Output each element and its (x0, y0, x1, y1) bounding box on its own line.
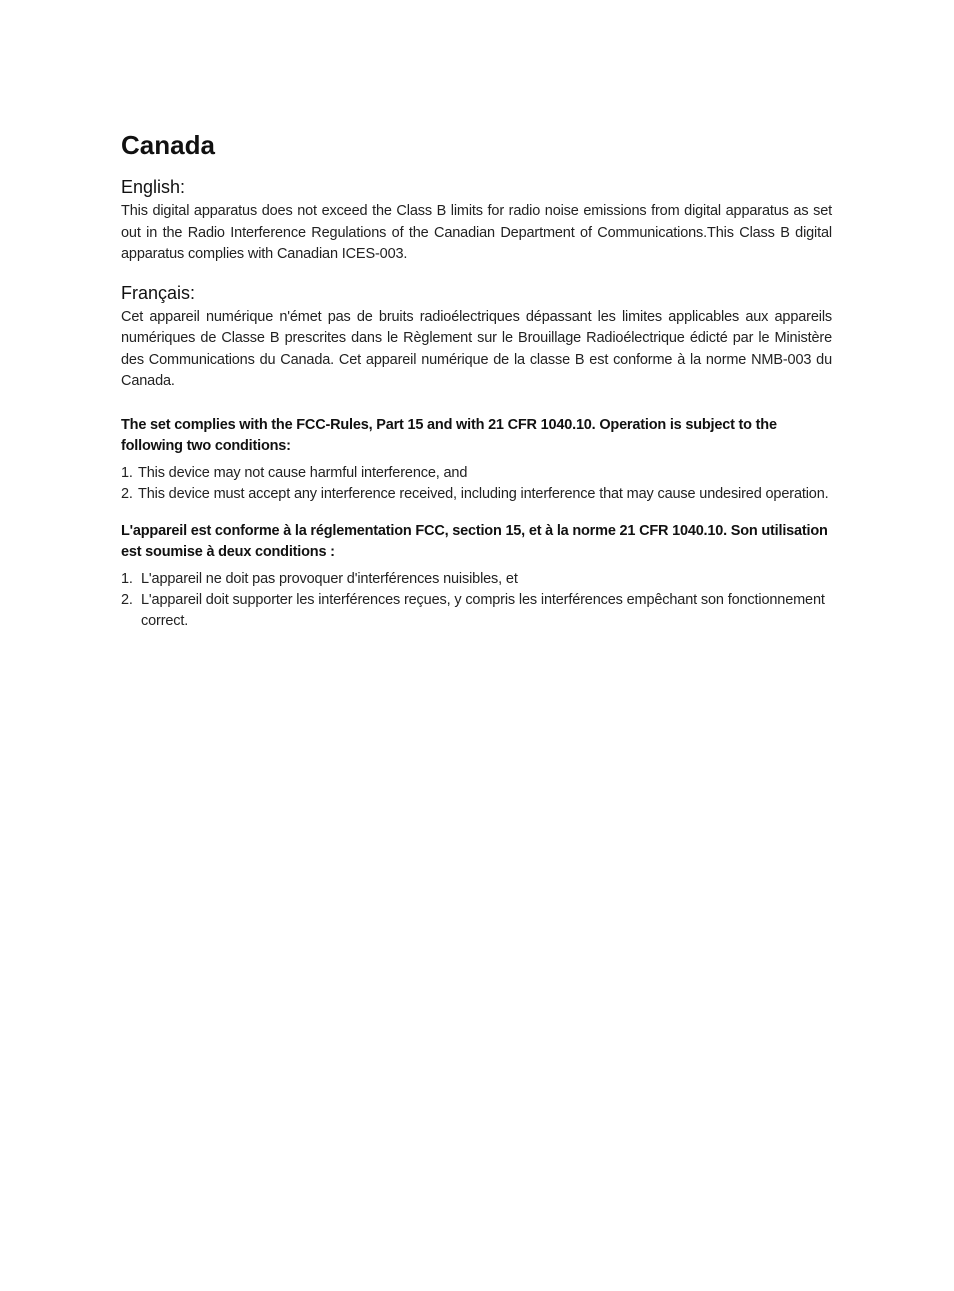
francais-text: Cet appareil numérique n'émet pas de bruits radioélectriques dépassant les limites applicables aux appareils numériques de Classe B prescrites dans le Règlement sur le Brouillage Radioélectrique édicté par le Ministère des Communications du Canada. Cet appareil numérique de la classe B est conforme à la norme NMB-003 du Canada. (121, 308, 832, 389)
list-item (121, 569, 832, 590)
list-item (121, 484, 832, 505)
fcc-english-conditions (121, 463, 832, 505)
document-page (121, 128, 832, 632)
list-item-text: This device must accept any interference received, including interference that may cause undesired operation. (138, 485, 829, 502)
list-item-number: 1. (121, 570, 133, 587)
english-heading: English: (121, 177, 186, 197)
fcc-francais-section (121, 521, 832, 632)
fcc-english-section (121, 415, 832, 505)
english-section (121, 176, 832, 266)
english-text: This digital apparatus does not exceed the Class B limits for radio noise emissions from digital apparatus as set out in the Radio Interference Regulations of the Canadian Department of Communications.This Class B digital apparatus complies with Canadian ICES-003. (121, 203, 832, 262)
list-item (121, 590, 832, 632)
page-title: Canada (121, 130, 215, 160)
list-item-text: L'appareil doit supporter les interférences reçues, y compris les interférences empêchant son fonctionnement correct. (141, 591, 825, 629)
francais-section (121, 282, 832, 393)
fcc-francais-conditions (121, 569, 832, 632)
list-item (121, 463, 832, 484)
list-item-text: This device may not cause harmful interference, and (138, 464, 468, 481)
list-item-number: 2. (121, 485, 133, 502)
list-item-text: L'appareil ne doit pas provoquer d'interférences nuisibles, et (141, 570, 518, 587)
francais-heading: Français: (121, 282, 196, 303)
list-item-number: 1. (121, 464, 133, 481)
fcc-english-statement: The set complies with the FCC-Rules, Part 15 and with 21 CFR 1040.10. Operation is subject to the following two conditions: (121, 416, 777, 454)
fcc-francais-statement: L'appareil est conforme à la réglementation FCC, section 15, et à la norme 21 CFR 1040.10. Son utilisation est soumise à deux conditions : (121, 522, 828, 560)
list-item-number: 2. (121, 591, 133, 608)
